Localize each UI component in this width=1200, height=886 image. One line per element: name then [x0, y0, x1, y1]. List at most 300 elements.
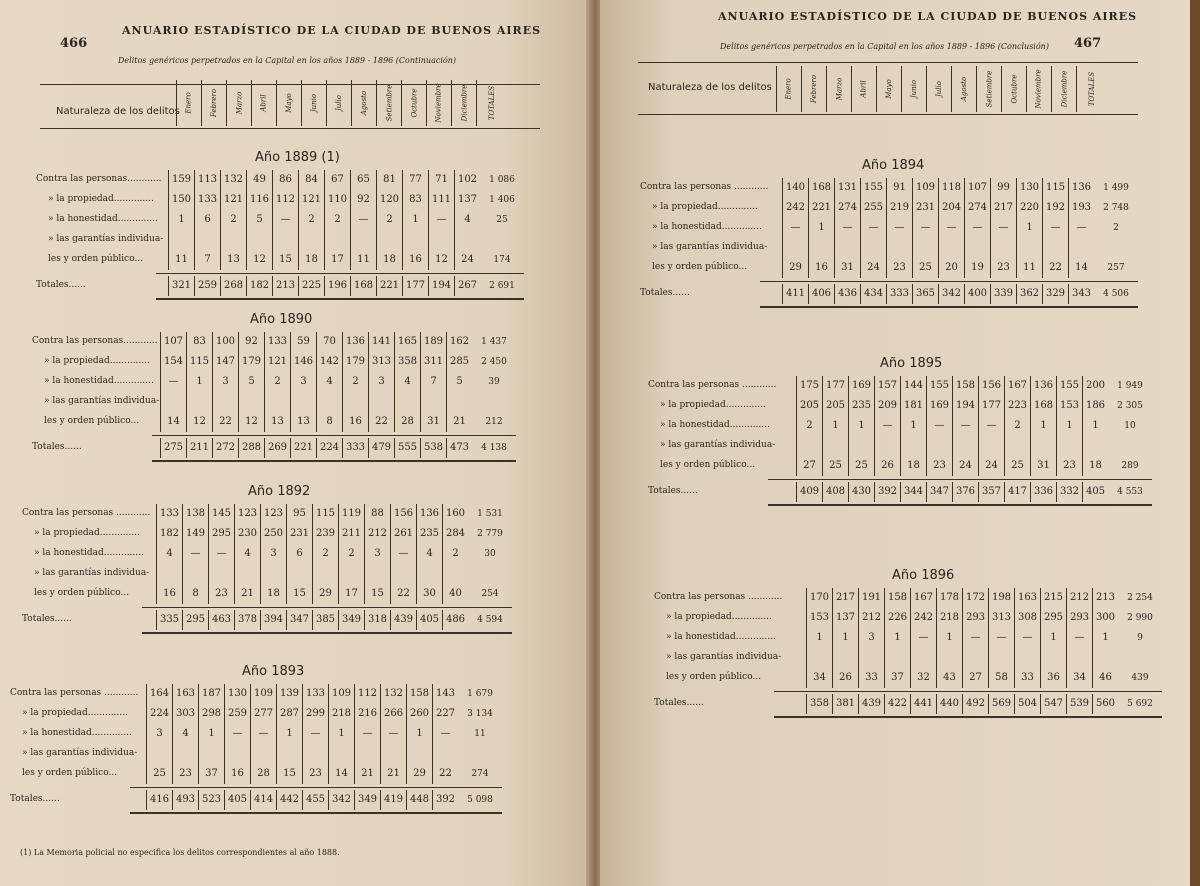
row-label: les y orden público...	[660, 460, 756, 470]
data-cell: 5	[246, 210, 272, 230]
month-header-cell	[176, 80, 201, 126]
month-header-cell	[976, 66, 1001, 112]
data-cell: 204	[938, 198, 964, 218]
data-cell: 164	[146, 684, 172, 704]
data-cell: 178	[936, 588, 962, 608]
data-cell: 218	[328, 704, 354, 724]
data-cell: 209	[874, 396, 900, 416]
data-cell	[978, 436, 1004, 456]
data-cell: 116	[246, 190, 272, 210]
data-cell: 1	[808, 218, 834, 238]
data-cell: 268	[220, 276, 246, 296]
data-cell: 211	[338, 524, 364, 544]
data-cell: 22	[390, 584, 416, 604]
data-cell: —	[250, 724, 276, 744]
data-cell	[328, 744, 354, 764]
data-cell: 6	[286, 544, 312, 564]
data-cell: 492	[962, 694, 988, 714]
data-cell: 137	[454, 190, 480, 210]
data-cell: 1	[198, 724, 224, 744]
data-cell: 5	[238, 372, 264, 392]
data-cell: 8	[182, 584, 208, 604]
data-cell	[936, 648, 962, 668]
data-cell: 24	[952, 456, 978, 476]
table-row	[782, 198, 1138, 218]
data-cell	[406, 744, 432, 764]
data-cell: 1	[848, 416, 874, 436]
data-cell	[208, 564, 234, 584]
data-cell: 70	[316, 332, 342, 352]
data-cell: 349	[354, 790, 380, 810]
data-cell: 362	[1016, 284, 1042, 304]
data-cell: 285	[446, 352, 472, 372]
data-cell: 1	[806, 628, 832, 648]
data-cell: 13	[264, 412, 290, 432]
table-row	[806, 648, 1162, 668]
table-row	[156, 524, 512, 544]
total-cell: 10	[1124, 421, 1136, 431]
data-cell	[910, 648, 936, 668]
data-cell: 18	[376, 250, 402, 270]
data-cell: 29	[312, 584, 338, 604]
data-cell	[234, 564, 260, 584]
data-cell: 133	[156, 504, 182, 524]
data-cell: 24	[860, 258, 886, 278]
table-row	[796, 416, 1152, 436]
data-cell: 381	[832, 694, 858, 714]
month-header-cell	[801, 66, 826, 112]
data-cell: 123	[234, 504, 260, 524]
data-cell	[394, 392, 420, 412]
data-cell: —	[860, 218, 886, 238]
totals-rule	[142, 607, 512, 608]
column-header-label: Naturaleza de los delitos	[56, 106, 180, 117]
data-cell: 212	[858, 608, 884, 628]
data-cell: 5	[446, 372, 472, 392]
totals-label: Totales......	[36, 280, 86, 290]
month-label: Julio	[334, 94, 343, 112]
data-cell: —	[910, 628, 936, 648]
data-cell: 140	[782, 178, 808, 198]
data-cell	[988, 648, 1014, 668]
total-cell: 274	[471, 769, 489, 779]
data-cell: 235	[848, 396, 874, 416]
data-cell: —	[302, 724, 328, 744]
total-cell: 25	[496, 215, 508, 225]
data-cell	[186, 392, 212, 412]
data-cell: 12	[246, 250, 272, 270]
data-cell: 120	[376, 190, 402, 210]
data-cell: 266	[380, 704, 406, 724]
data-cell: 4	[394, 372, 420, 392]
totals-rule	[156, 298, 524, 300]
month-header-cell	[1001, 66, 1026, 112]
data-cell	[886, 238, 912, 258]
data-cell: 392	[874, 482, 900, 502]
data-cell: 220	[1016, 198, 1042, 218]
data-cell: 436	[834, 284, 860, 304]
data-cell: 160	[442, 504, 468, 524]
data-cell: 18	[298, 250, 324, 270]
table-row	[782, 238, 1138, 258]
data-cell: 121	[220, 190, 246, 210]
table-row	[146, 764, 502, 784]
data-cell: 13	[290, 412, 316, 432]
total-cell: 257	[1107, 263, 1125, 273]
table-row	[146, 684, 502, 704]
data-cell: 167	[910, 588, 936, 608]
row-label: » la honestidad..............	[22, 728, 132, 738]
data-cell: 83	[402, 190, 428, 210]
running-header: ANUARIO ESTADÍSTICO DE LA CIUDAD DE BUENOS AIRES	[122, 24, 542, 37]
data-cell: 455	[302, 790, 328, 810]
data-cell: 335	[156, 610, 182, 630]
year-title: Año 1889 (1)	[255, 150, 340, 165]
data-cell	[350, 230, 376, 250]
data-cell: 3	[290, 372, 316, 392]
data-cell: 448	[406, 790, 432, 810]
data-cell: 157	[874, 376, 900, 396]
data-cell: 107	[964, 178, 990, 198]
totals-rule	[130, 787, 502, 788]
table-row	[156, 584, 512, 604]
data-cell: 259	[194, 276, 220, 296]
row-label: » la honestidad..............	[652, 222, 762, 232]
data-cell: 109	[912, 178, 938, 198]
data-cell: —	[978, 416, 1004, 436]
table-row	[168, 250, 524, 270]
data-cell: 318	[364, 610, 390, 630]
month-label: Abril	[260, 94, 268, 112]
total-cell: 11	[474, 729, 486, 739]
row-label: » las garantías individua-	[22, 748, 138, 758]
data-cell: 99	[990, 178, 1016, 198]
data-cell: —	[988, 628, 1014, 648]
data-cell	[168, 230, 194, 250]
data-cell: 168	[350, 276, 376, 296]
left-page	[0, 0, 590, 886]
data-cell: 408	[822, 482, 848, 502]
data-cell: 15	[286, 584, 312, 604]
table-row	[168, 210, 524, 230]
data-cell: 123	[260, 504, 286, 524]
data-cell: 231	[286, 524, 312, 544]
data-cell: 299	[302, 704, 328, 724]
footnote: (1) La Memoria policial no especifica los delitos correspondientes al año 1888.	[20, 848, 340, 857]
data-cell: 405	[1082, 482, 1108, 502]
total-cell: 2	[1113, 223, 1119, 233]
data-cell: 91	[886, 178, 912, 198]
row-label: » las garantías individua-	[660, 440, 776, 450]
data-cell: 16	[402, 250, 428, 270]
data-cell: 182	[156, 524, 182, 544]
data-cell: 227	[432, 704, 458, 724]
data-cell: 463	[208, 610, 234, 630]
data-cell: 192	[1042, 198, 1068, 218]
data-cell: 15	[276, 764, 302, 784]
data-cell: 295	[182, 610, 208, 630]
data-cell	[848, 436, 874, 456]
data-cell: 250	[260, 524, 286, 544]
data-cell: 213	[272, 276, 298, 296]
data-cell: 175	[796, 376, 822, 396]
table-row	[806, 588, 1162, 608]
data-cell: 165	[394, 332, 420, 352]
data-cell: 133	[302, 684, 328, 704]
data-cell: 1	[1092, 628, 1118, 648]
data-cell: 43	[936, 668, 962, 688]
month-label: Febrero	[810, 74, 818, 104]
data-cell: 109	[250, 684, 276, 704]
data-cell: 538	[420, 438, 446, 458]
data-cell: 284	[442, 524, 468, 544]
data-cell: 167	[1004, 376, 1030, 396]
table-row	[156, 504, 512, 524]
data-cell: 1	[276, 724, 302, 744]
month-header-cell	[301, 80, 326, 126]
data-cell: 34	[806, 668, 832, 688]
table-row	[806, 668, 1162, 688]
data-cell: 347	[286, 610, 312, 630]
data-cell: 221	[290, 438, 316, 458]
data-cell: 29	[782, 258, 808, 278]
data-cell: 100	[212, 332, 238, 352]
month-label: Noviembre	[1035, 69, 1044, 109]
data-cell: 405	[416, 610, 442, 630]
data-cell: 136	[416, 504, 442, 524]
data-cell: 434	[860, 284, 886, 304]
data-cell: 17	[338, 584, 364, 604]
total-cell: 1 437	[481, 337, 507, 347]
data-cell: —	[428, 210, 454, 230]
data-cell: —	[182, 544, 208, 564]
data-cell: 339	[990, 284, 1016, 304]
data-cell: 67	[324, 170, 350, 190]
data-cell: 18	[260, 584, 286, 604]
row-label: les y orden público...	[48, 254, 144, 264]
table-row	[796, 436, 1152, 456]
data-cell: 21	[446, 412, 472, 432]
data-cell: 555	[394, 438, 420, 458]
row-label: Contra las personas ............	[648, 380, 777, 390]
data-cell: 163	[1014, 588, 1040, 608]
data-cell: 16	[224, 764, 250, 784]
data-cell: 205	[796, 396, 822, 416]
data-cell: 23	[1056, 456, 1082, 476]
totals-row	[146, 790, 502, 810]
table-row	[160, 412, 516, 432]
data-cell: 215	[1040, 588, 1066, 608]
data-cell	[1030, 436, 1056, 456]
total-cell: 4 506	[1103, 289, 1129, 299]
data-cell	[272, 230, 298, 250]
data-cell: 406	[808, 284, 834, 304]
data-cell: 19	[964, 258, 990, 278]
data-cell	[194, 230, 220, 250]
data-cell: 153	[806, 608, 832, 628]
data-cell: 287	[276, 704, 302, 724]
data-cell: 2	[264, 372, 290, 392]
total-cell: 2 305	[1117, 401, 1143, 411]
data-cell	[224, 744, 250, 764]
data-cell: 1	[900, 416, 926, 436]
table-row	[146, 744, 502, 764]
row-label: » la propiedad..............	[22, 708, 128, 718]
data-cell	[146, 744, 172, 764]
data-cell: 378	[234, 610, 260, 630]
data-cell: 547	[1040, 694, 1066, 714]
data-cell: 2	[324, 210, 350, 230]
data-cell: 11	[350, 250, 376, 270]
data-cell: 24	[454, 250, 480, 270]
data-cell	[442, 564, 468, 584]
data-cell	[312, 564, 338, 584]
data-cell: 439	[858, 694, 884, 714]
month-label: Agosto	[960, 76, 968, 102]
totals-label: Totales......	[648, 486, 698, 496]
row-label: » la propiedad..............	[44, 356, 150, 366]
data-cell	[172, 744, 198, 764]
data-cell: 33	[1014, 668, 1040, 688]
data-cell: 179	[342, 352, 368, 372]
data-cell: 143	[432, 684, 458, 704]
data-cell: 3	[146, 724, 172, 744]
row-label: » las garantías individua-	[652, 242, 768, 252]
month-label: Mayo	[284, 93, 293, 113]
data-cell: 95	[286, 504, 312, 524]
data-cell: 504	[1014, 694, 1040, 714]
data-cell: 1	[328, 724, 354, 744]
data-cell: 27	[962, 668, 988, 688]
data-cell: 298	[198, 704, 224, 724]
total-cell	[472, 392, 516, 412]
page-number: 467	[1074, 36, 1102, 51]
data-cell	[260, 564, 286, 584]
data-cell: 1	[936, 628, 962, 648]
total-cell: 1 406	[489, 195, 515, 205]
data-cell: 213	[1092, 588, 1118, 608]
data-cell	[938, 238, 964, 258]
totals-row	[160, 438, 516, 458]
data-cell	[860, 238, 886, 258]
data-cell	[1092, 648, 1118, 668]
data-cell	[428, 230, 454, 250]
data-cell: 260	[406, 704, 432, 724]
total-cell	[480, 230, 524, 250]
data-cell: 22	[1042, 258, 1068, 278]
data-cell: 40	[442, 584, 468, 604]
year-title: Año 1894	[862, 158, 925, 173]
data-cell: 493	[172, 790, 198, 810]
data-cell: 168	[808, 178, 834, 198]
total-cell: 1 499	[1103, 183, 1129, 193]
data-cell: 141	[368, 332, 394, 352]
data-cell: —	[886, 218, 912, 238]
month-header-cell	[901, 66, 926, 112]
data-cell	[212, 392, 238, 412]
data-cell: 13	[220, 250, 246, 270]
data-cell: 217	[832, 588, 858, 608]
data-cell: 193	[1068, 198, 1094, 218]
column-header-label: Naturaleza de los delitos	[648, 82, 772, 93]
row-label: » las garantías individua-	[666, 652, 782, 662]
data-cell: 2	[376, 210, 402, 230]
data-cell: —	[224, 724, 250, 744]
data-cell: 133	[194, 190, 220, 210]
data-cell: 21	[380, 764, 406, 784]
data-cell	[380, 744, 406, 764]
data-cell	[912, 238, 938, 258]
data-cell	[250, 744, 276, 764]
data-cell: 28	[394, 412, 420, 432]
data-cell: 107	[160, 332, 186, 352]
row-label: Contra las personas ............	[640, 182, 769, 192]
data-cell: 430	[848, 482, 874, 502]
data-cell	[1040, 648, 1066, 668]
totals-label: Totales......	[32, 442, 82, 452]
data-cell: 417	[1004, 482, 1030, 502]
data-cell: 3	[858, 628, 884, 648]
data-cell: 4	[416, 544, 442, 564]
data-cell: 293	[962, 608, 988, 628]
data-cell: 441	[910, 694, 936, 714]
data-cell: 2	[1004, 416, 1030, 436]
month-label: Junio	[310, 93, 318, 113]
data-cell	[238, 392, 264, 412]
data-cell	[276, 744, 302, 764]
data-cell: 23	[302, 764, 328, 784]
data-cell	[834, 238, 860, 258]
data-cell: 119	[338, 504, 364, 524]
data-cell: 3	[364, 544, 390, 564]
data-cell: 158	[884, 588, 910, 608]
data-cell: 523	[198, 790, 224, 810]
data-cell: 300	[1092, 608, 1118, 628]
data-cell: 11	[168, 250, 194, 270]
data-cell: 26	[874, 456, 900, 476]
month-label: Abril	[860, 80, 868, 98]
total-cell: 2 254	[1127, 593, 1153, 603]
data-cell: 112	[354, 684, 380, 704]
data-cell: 21	[234, 584, 260, 604]
data-cell: —	[432, 724, 458, 744]
month-header-cell	[476, 80, 507, 126]
data-cell	[182, 564, 208, 584]
data-cell: 115	[186, 352, 212, 372]
data-cell: 71	[428, 170, 454, 190]
data-cell	[1056, 436, 1082, 456]
data-cell	[198, 744, 224, 764]
month-label: TOTALES	[488, 85, 496, 121]
data-cell	[354, 744, 380, 764]
data-cell: 333	[342, 438, 368, 458]
total-cell	[1094, 238, 1138, 258]
month-header-cell	[451, 80, 476, 126]
data-cell: 569	[988, 694, 1014, 714]
totals-rule	[130, 812, 502, 814]
data-cell: 313	[988, 608, 1014, 628]
data-cell	[1068, 238, 1094, 258]
row-label: » la honestidad..............	[44, 376, 154, 386]
row-label: » las garantías individua-	[34, 568, 150, 578]
data-cell: 242	[910, 608, 936, 628]
data-cell: —	[834, 218, 860, 238]
data-cell: 221	[808, 198, 834, 218]
data-cell: 118	[938, 178, 964, 198]
data-cell: 58	[988, 668, 1014, 688]
row-label: Contra las personas ............	[22, 508, 151, 518]
data-cell: 221	[376, 276, 402, 296]
